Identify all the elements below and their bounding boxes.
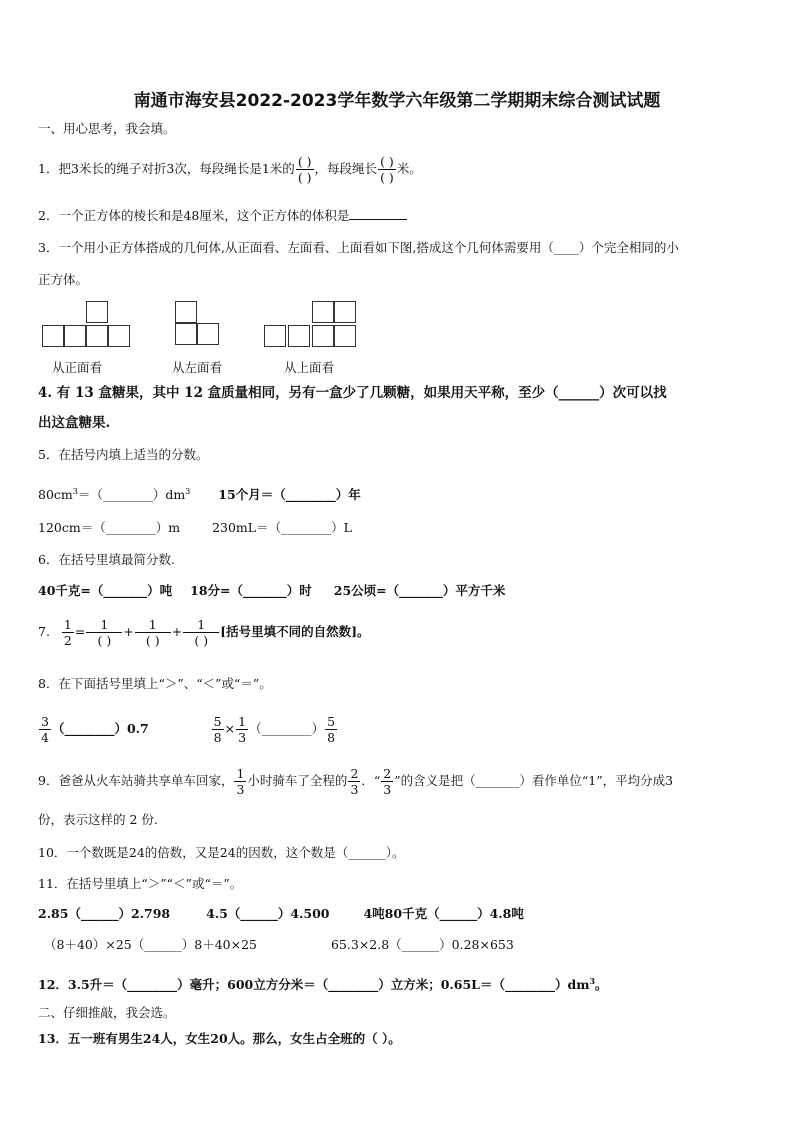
q1-text-c: 米。	[396, 161, 422, 176]
question-8-row: $\frac{3}{4}$ （________）0.7 $\frac{5}{8}$ × $\frac{1}{3}$ （________） $\frac{5}{8}$	[41, 714, 336, 745]
question-1	[38, 154, 422, 185]
left-view-caption: 从左面看	[172, 360, 223, 375]
section-1-heading: 一、用心思考，我会填。	[38, 121, 176, 136]
question-11-row-1: 2.85（______）2.798 4.5（______）4.500 4吨80千克（______）4.8吨	[38, 906, 524, 921]
question-9-line-1: 9．爸爸从火车站骑共享单车回家， $\frac{1}{3}$ 小时骑车了全程的 $\frac{2}{3}$ ．“ $\frac{2}{3}$ ”的含义是把（_______）看作单位“1”，平均分成3	[38, 766, 674, 797]
question-2	[38, 208, 407, 224]
question-12: 12．3.5升＝（________）毫升；600立方分米＝（________）立方米；$0.65L=(\_\_\_\_\_\_\_\_)dm^3$。	[38, 976, 608, 993]
question-11-heading: 11．在括号里填上“＞”“＜”或“＝”。	[38, 876, 243, 891]
page-title: 南通市海安县2022-2023学年数学六年级第二学期期末综合测试试题	[133, 91, 661, 111]
question-5-heading: 5．在括号内填上适当的分数。	[38, 447, 209, 462]
question-7: 7. $\frac{1}{2}$ = $\frac{1}{( )}$ + $\frac{1}{( )}$ + $\frac{1}{( )}$ [括号里填不同的自然数]。	[38, 617, 370, 648]
question-11-row-2: （8＋40）×25（______）8＋40×25 65.3×2.8（______）0.28×653	[44, 937, 514, 952]
question-5-row-1: $80cm^3=(\_\_\_\_\_\_\_\_)dm^3$ 15个月＝（________）年	[38, 487, 361, 503]
q1-text-b: ，每段绳长	[314, 161, 378, 176]
q2-answer-blank	[349, 218, 407, 220]
q1-text-a: 1．把3米长的绳子对折3次，每段绳长是1米的	[38, 161, 295, 176]
question-5-row-2: 120cm＝（________）m 230mL＝（________）L	[38, 520, 352, 535]
top-view-caption: 从上面看	[284, 360, 335, 375]
question-4-line-2: 出这盒糖果.	[38, 415, 111, 431]
question-8-heading: 8．在下面括号里填上“＞”、“＜”或“＝”。	[38, 676, 272, 691]
section-2-heading: 二、仔细推敲，我会选。	[38, 1005, 176, 1020]
question-4-line-1: 4. 有 13 盒糖果，其中 12 盒质量相同，另有一盒少了几颗糖，如果用天平称，至少（______）次可以找	[38, 385, 667, 401]
question-9-line-2: 份，表示这样的 2 份.	[38, 812, 158, 827]
question-13: 13．五一班有男生24人，女生20人。那么，女生占全班的（ ）。	[38, 1031, 401, 1046]
front-view-caption: 从正面看	[52, 360, 103, 375]
question-10: 10．一个数既是24的倍数，又是24的因数，这个数是（______）。	[38, 845, 405, 860]
question-3-line-1: 3．一个用小正方体搭成的几何体,从正面看、左面看、上面看如下图,搭成这个几何体需要用（____）个完全相同的小	[38, 240, 679, 255]
q1-fraction-1: $\frac{( )}{( )}$	[297, 154, 312, 185]
question-6-row: 40千克=（_______）吨 18分=（_______）时 25公顷=（_______）平方千米	[38, 583, 506, 598]
question-6-heading: 6．在括号里填最简分数.	[38, 552, 175, 567]
q2-text: 2．一个正方体的棱长和是48厘米，这个正方体的体积是	[38, 208, 350, 223]
q1-fraction-2: $\frac{( )}{( )}$	[380, 154, 394, 185]
question-3-line-2: 正方体。	[38, 272, 89, 287]
